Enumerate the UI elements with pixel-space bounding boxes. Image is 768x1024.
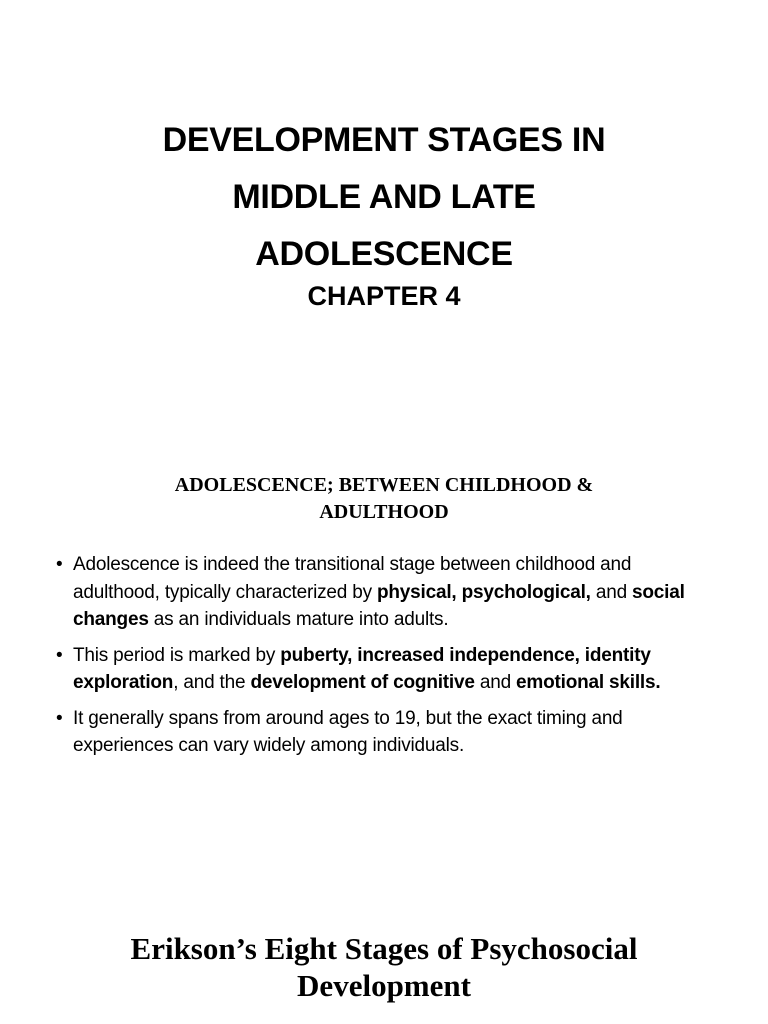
list-item bbox=[56, 705, 716, 760]
bullet-text: It generally spans from around ages to 19, but the exact timing and experiences can vary widely among individuals. bbox=[73, 707, 623, 756]
bullet-bold-text: physical, psychological, bbox=[376, 581, 591, 603]
page-title bbox=[84, 112, 684, 283]
bullet-text: , and the bbox=[173, 672, 251, 693]
list-item bbox=[56, 551, 716, 634]
bullet-dot-icon: • bbox=[56, 707, 63, 729]
list-item bbox=[56, 642, 716, 697]
title-line-3: ADOLESCENCE bbox=[255, 235, 513, 273]
bullet-bold-text: social changes bbox=[73, 581, 685, 630]
chapter-label: CHAPTER 4 bbox=[307, 281, 461, 311]
bullet-text: and bbox=[474, 672, 517, 693]
bullet-bold-text: development of cognitive bbox=[250, 672, 475, 693]
bullet-bold-text: emotional skills. bbox=[516, 672, 661, 693]
section-heading-line-2: ADULTHOOD bbox=[319, 501, 449, 523]
bullet-bold-text: puberty, increased independence, identity exploration bbox=[73, 644, 651, 693]
bullet-text: This period is marked by bbox=[73, 644, 281, 666]
title-line-2: MIDDLE AND LATE bbox=[232, 178, 536, 216]
section-heading-line-1: ADOLESCENCE; BETWEEN CHILDHOOD & bbox=[174, 474, 594, 496]
bullet-text: Adolescence is indeed the transitional stage between childhood and adulthood, typically characterized by bbox=[73, 554, 632, 603]
footer-heading bbox=[50, 930, 718, 1004]
bullet-list bbox=[56, 551, 716, 768]
section-heading bbox=[84, 472, 684, 526]
footer-heading-line-1: Erikson’s Eight Stages of Psychosocial bbox=[130, 931, 638, 966]
bullet-text: and bbox=[590, 581, 633, 603]
footer-heading-line-2: Development bbox=[297, 968, 471, 1003]
title-line-1: DEVELOPMENT STAGES IN bbox=[162, 121, 606, 159]
bullet-dot-icon: • bbox=[56, 554, 63, 575]
bullet-text: as an individuals mature into adults. bbox=[148, 609, 449, 630]
bullet-dot-icon: • bbox=[56, 644, 63, 666]
